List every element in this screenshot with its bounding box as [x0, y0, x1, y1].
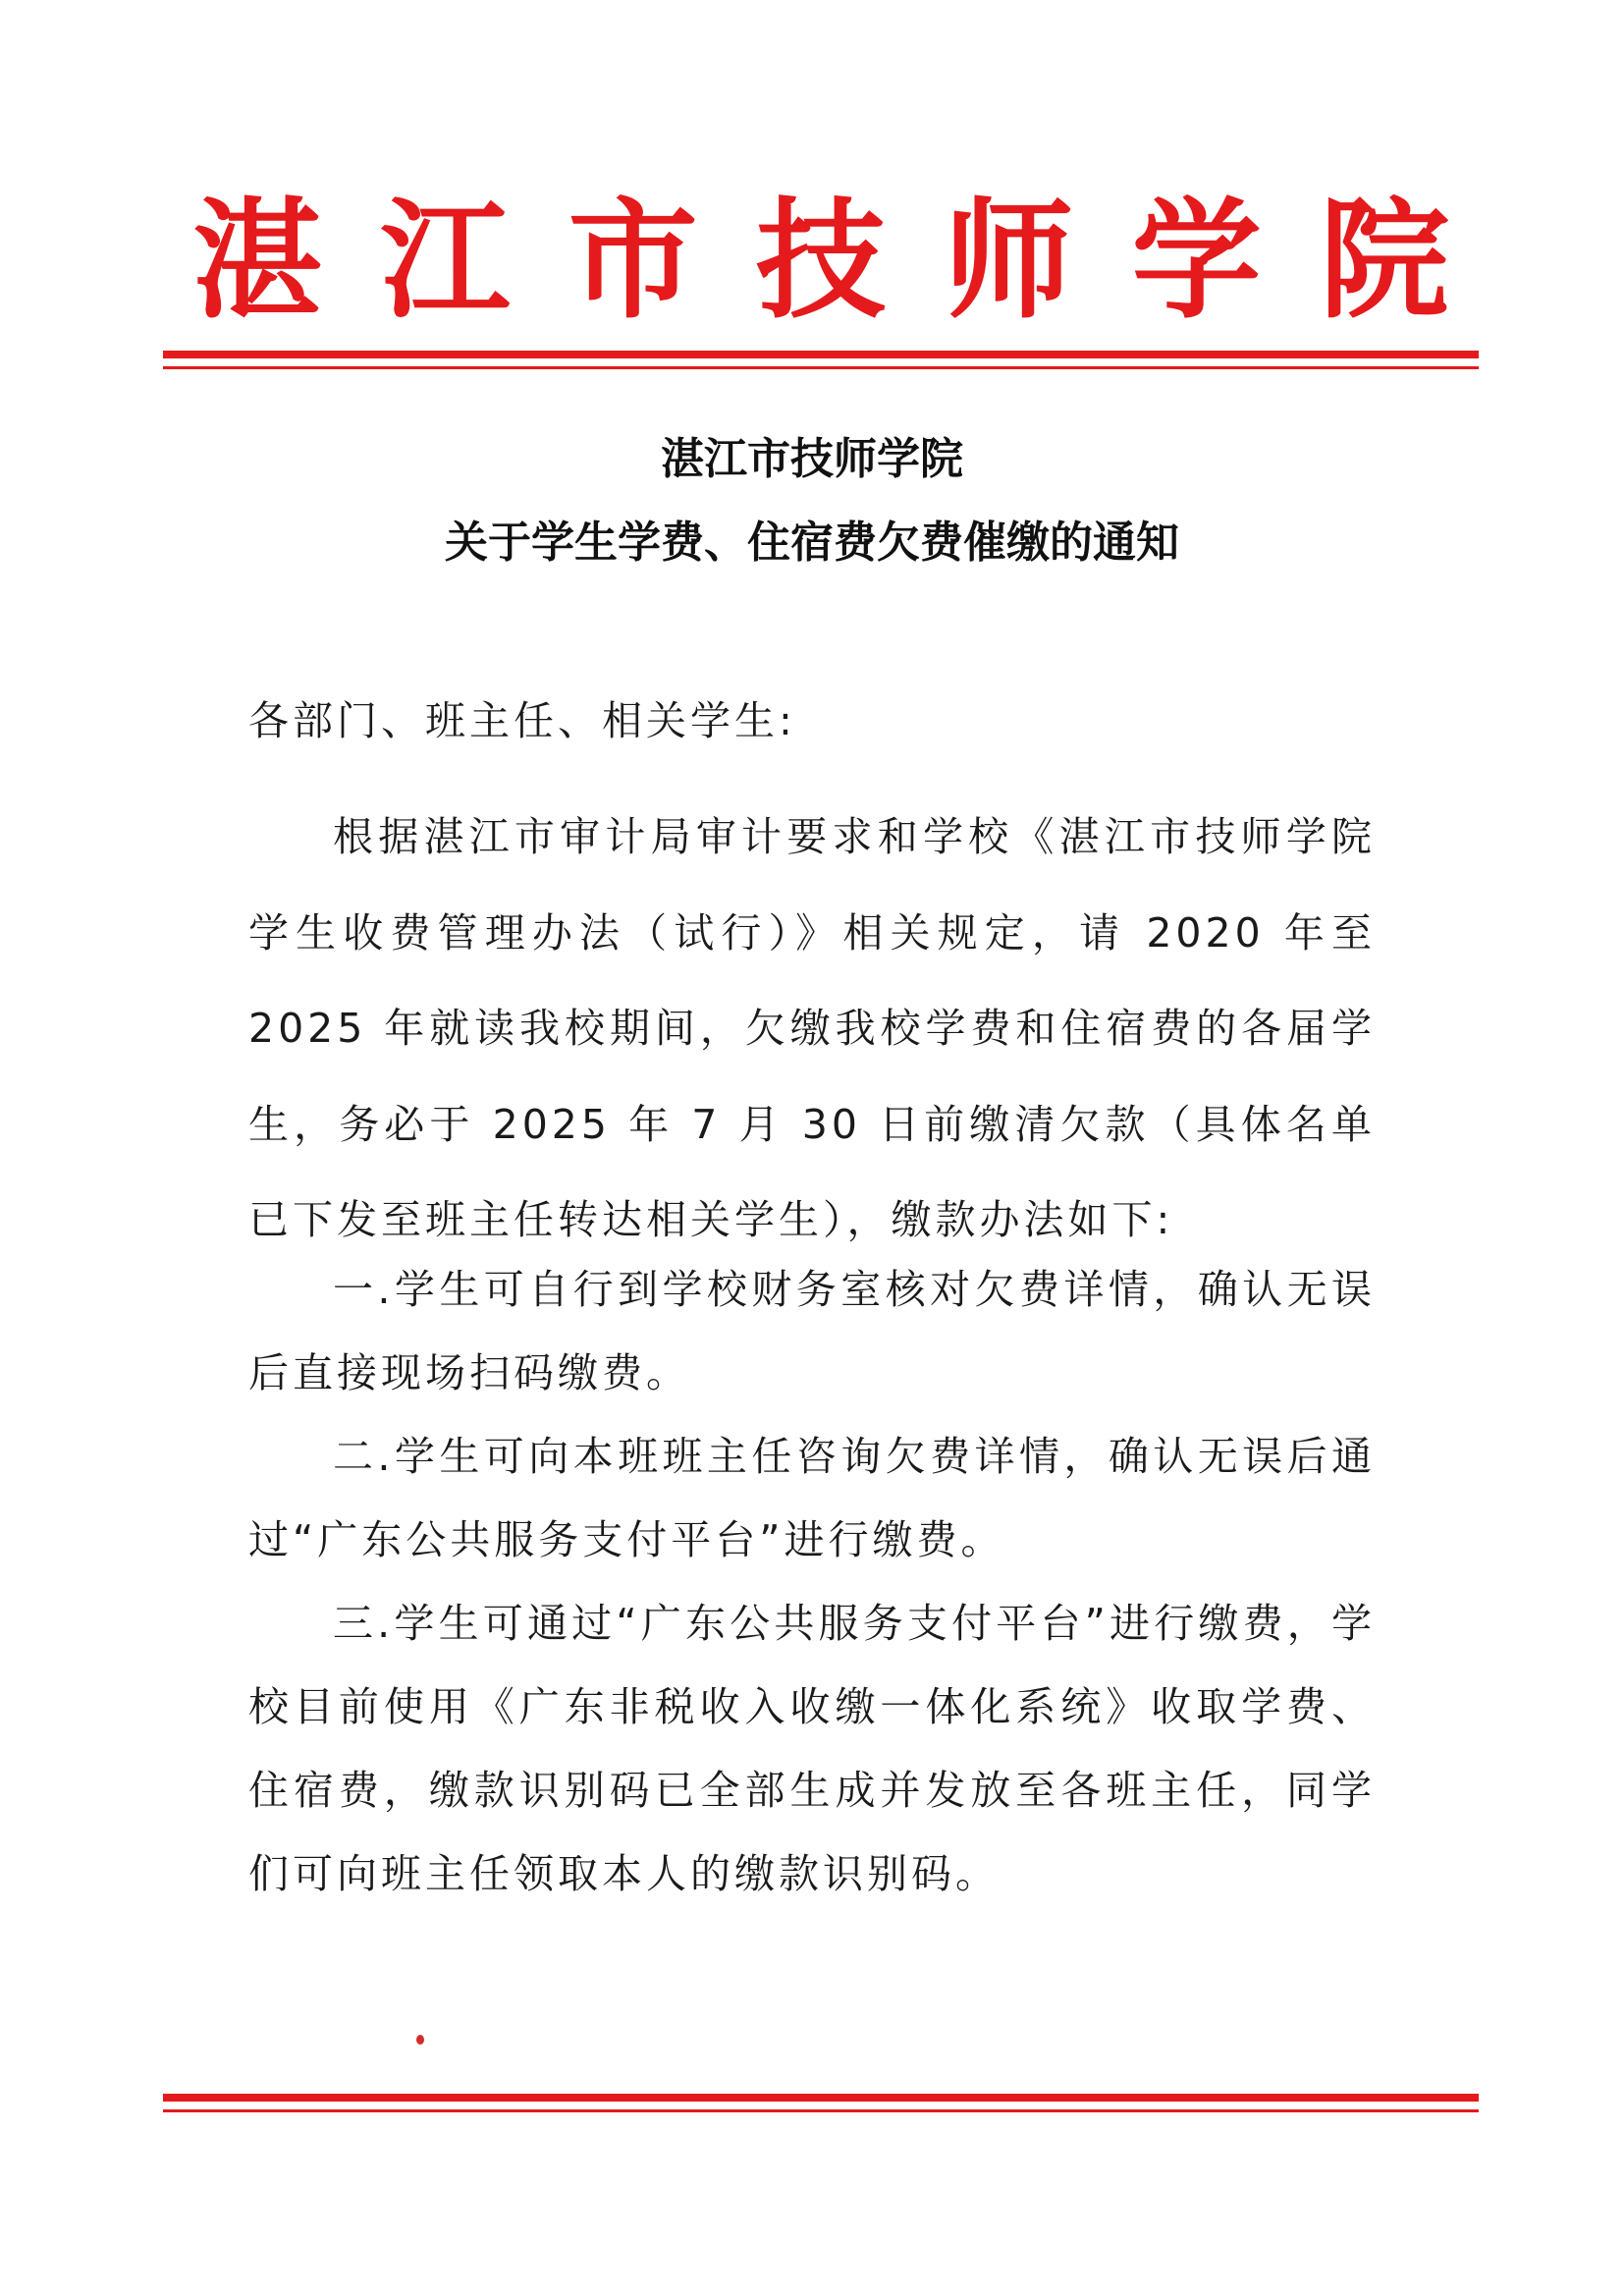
- payment-methods-list: [248, 1248, 1376, 1916]
- payment-method-item-3: 三.学生可通过“广东公共服务支付平台”进行缴费，学校目前使用《广东非税收入收缴一体化系统》收取学费、住宿费，缴款识别码已全部生成并发放至各班主任，同学们可向班主任领取本人的缴款识别码。: [248, 1600, 1376, 1897]
- red-mark-dot: [416, 2035, 424, 2045]
- document-title-line2: 关于学生学费、住宿费欠费催缴的通知: [445, 518, 1179, 568]
- header-divider-thin: [163, 366, 1479, 369]
- masthead: [192, 183, 1449, 340]
- document-title-line1: 湛江市技师学院: [661, 434, 963, 484]
- masthead-char: 技: [755, 185, 886, 337]
- main-paragraph: 根据湛江市审计局审计要求和学校《湛江市技师学院学生收费管理办法（试行）》相关规定，请 2020 年至 2025 年就读我校期间，欠缴我校学费和住宿费的各届学生，务必于 2025 年 7 月 30 日前缴清欠款（具体名单已下发至班主任转达相关学生），缴款办法如下:: [248, 813, 1376, 1243]
- masthead-char: 学: [1131, 185, 1262, 337]
- masthead-char: 湛: [192, 185, 322, 337]
- header-divider-thick: [163, 351, 1479, 358]
- masthead-char: 市: [568, 185, 698, 337]
- payment-method-item-2: 二.学生可向本班班主任咨询欠费详情，确认无误后通过“广东公共服务支付平台”进行缴费。: [248, 1433, 1376, 1563]
- footer-divider-thin: [163, 2109, 1479, 2112]
- main-paragraph-block: [248, 790, 1376, 1269]
- footer-divider-thick: [163, 2094, 1479, 2102]
- payment-method-item-1: 一.学生可自行到学校财务室核对欠费详情，确认无误后直接现场扫码缴费。: [248, 1266, 1376, 1396]
- masthead-char: 江: [380, 185, 511, 337]
- salutation: 各部门、班主任、相关学生:: [248, 697, 796, 744]
- masthead-char: 院: [1319, 185, 1449, 337]
- masthead-char: 师: [944, 185, 1074, 337]
